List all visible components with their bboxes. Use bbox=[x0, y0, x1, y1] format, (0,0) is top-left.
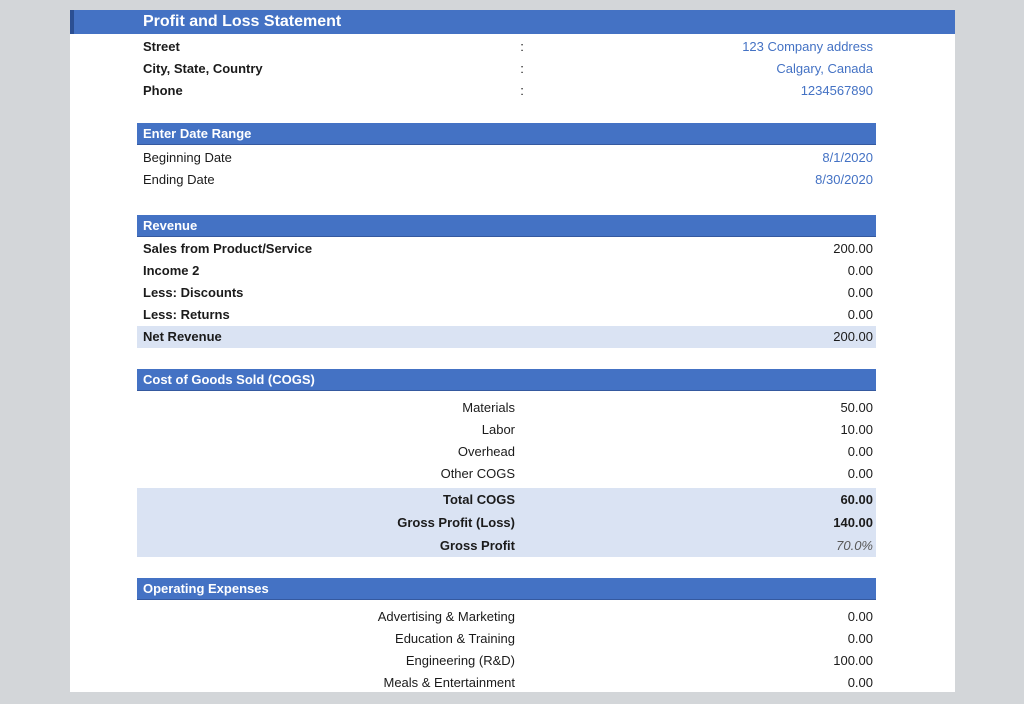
table-row bbox=[137, 36, 876, 58]
phone-value-cell[interactable]: 1234567890 bbox=[800, 83, 873, 98]
street-label: Street bbox=[143, 39, 180, 54]
materials-value-cell[interactable]: 50.00 bbox=[840, 400, 873, 415]
gross-profit-loss-value-cell: 140.00 bbox=[833, 515, 873, 530]
overhead-value-cell[interactable]: 0.00 bbox=[847, 444, 873, 459]
total-cogs-row bbox=[137, 488, 876, 511]
sales-label: Sales from Product/Service bbox=[143, 241, 313, 256]
street-value-cell[interactable]: 123 Company address bbox=[742, 39, 873, 54]
cogs-section bbox=[137, 369, 876, 557]
gross-profit-percent-value-cell: 70.0% bbox=[836, 538, 873, 553]
meals-entertainment-label: Meals & Entertainment bbox=[383, 675, 515, 690]
beginning-date-label: Beginning Date bbox=[143, 150, 232, 165]
gross-profit-loss-row bbox=[137, 511, 876, 534]
city-state-country-value-cell[interactable]: Calgary, Canada bbox=[776, 61, 873, 76]
ending-date-label: Ending Date bbox=[143, 172, 215, 187]
table-row bbox=[137, 147, 876, 169]
net-revenue-label: Net Revenue bbox=[143, 329, 222, 344]
revenue-section bbox=[137, 215, 876, 348]
beginning-date-cell[interactable]: 8/1/2020 bbox=[822, 150, 873, 165]
date-range-section-header: Enter Date Range bbox=[137, 123, 876, 145]
education-training-value-cell[interactable]: 0.00 bbox=[847, 631, 873, 646]
cogs-totals-block bbox=[137, 488, 876, 557]
report-title: Profit and Loss Statement bbox=[143, 13, 342, 30]
total-cogs-value-cell: 60.00 bbox=[840, 492, 873, 507]
profit-loss-sheet bbox=[70, 10, 955, 692]
sheet-content bbox=[137, 36, 876, 694]
net-revenue-total-row bbox=[137, 326, 876, 348]
sales-value-cell[interactable]: 200.00 bbox=[833, 241, 873, 256]
colon-separator: : bbox=[520, 61, 524, 76]
operating-expenses-rows bbox=[137, 606, 876, 694]
other-cogs-label: Other COGS bbox=[440, 466, 515, 481]
table-row bbox=[137, 58, 876, 80]
overhead-label: Overhead bbox=[457, 444, 515, 459]
table-row bbox=[137, 80, 876, 102]
labor-label: Labor bbox=[481, 422, 515, 437]
income2-label: Income 2 bbox=[143, 263, 200, 278]
advertising-marketing-value-cell[interactable]: 0.00 bbox=[847, 609, 873, 624]
phone-label: Phone bbox=[143, 83, 183, 98]
revenue-rows bbox=[137, 238, 876, 348]
gross-profit-percent-row bbox=[137, 534, 876, 557]
table-row bbox=[137, 169, 876, 191]
engineering-rd-label: Engineering (R&D) bbox=[405, 653, 515, 668]
less-discounts-value-cell[interactable]: 0.00 bbox=[847, 285, 873, 300]
colon-separator: : bbox=[520, 83, 524, 98]
labor-value-cell[interactable]: 10.00 bbox=[840, 422, 873, 437]
gross-profit-percent-label: Gross Profit bbox=[439, 538, 515, 553]
income2-value-cell[interactable]: 0.00 bbox=[847, 263, 873, 278]
table-row bbox=[137, 260, 876, 282]
engineering-rd-value-cell[interactable]: 100.00 bbox=[833, 653, 873, 668]
ending-date-cell[interactable]: 8/30/2020 bbox=[815, 172, 873, 187]
less-returns-label: Less: Returns bbox=[143, 307, 230, 322]
city-state-country-label: City, State, Country bbox=[143, 61, 263, 76]
report-title-bar bbox=[70, 10, 955, 34]
advertising-marketing-label: Advertising & Marketing bbox=[377, 609, 515, 624]
table-row bbox=[137, 463, 876, 485]
cogs-section-header: Cost of Goods Sold (COGS) bbox=[137, 369, 876, 391]
table-row bbox=[137, 238, 876, 260]
net-revenue-value-cell: 200.00 bbox=[833, 329, 873, 344]
table-row bbox=[137, 441, 876, 463]
table-row bbox=[137, 650, 876, 672]
gross-profit-loss-label: Gross Profit (Loss) bbox=[397, 515, 515, 530]
operating-expenses-section bbox=[137, 578, 876, 694]
total-cogs-label: Total COGS bbox=[443, 492, 515, 507]
table-row bbox=[137, 397, 876, 419]
date-range-section bbox=[137, 123, 876, 191]
less-returns-value-cell[interactable]: 0.00 bbox=[847, 307, 873, 322]
table-row bbox=[137, 419, 876, 441]
table-row bbox=[137, 628, 876, 650]
date-range-rows bbox=[137, 147, 876, 191]
company-info-section bbox=[137, 36, 876, 102]
table-row bbox=[137, 282, 876, 304]
revenue-section-header: Revenue bbox=[137, 215, 876, 237]
other-cogs-value-cell[interactable]: 0.00 bbox=[847, 466, 873, 481]
cogs-rows bbox=[137, 397, 876, 485]
education-training-label: Education & Training bbox=[395, 631, 515, 646]
table-row bbox=[137, 606, 876, 628]
table-row bbox=[137, 304, 876, 326]
materials-label: Materials bbox=[462, 400, 515, 415]
table-row bbox=[137, 672, 876, 694]
less-discounts-label: Less: Discounts bbox=[143, 285, 244, 300]
meals-entertainment-value-cell[interactable]: 0.00 bbox=[847, 675, 873, 690]
colon-separator: : bbox=[520, 39, 524, 54]
operating-expenses-section-header: Operating Expenses bbox=[137, 578, 876, 600]
